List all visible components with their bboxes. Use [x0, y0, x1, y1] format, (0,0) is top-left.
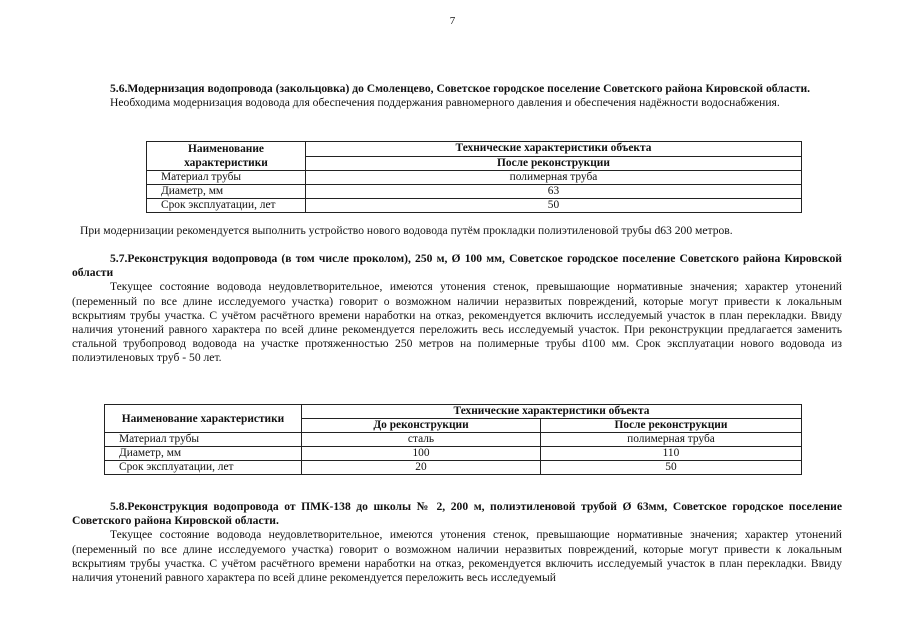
row-after-value: 50 [306, 199, 802, 213]
row-name: Диаметр, мм [147, 185, 306, 199]
row-name: Материал трубы [105, 433, 302, 447]
section-heading: 5.8.Реконструкция водопровода от ПМК-138 до школы № 2, 200 м, полиэтиленовой трубой Ø 63мм, Советское городское поселение Советского района Кировской области. [72, 500, 842, 528]
row-name: Материал трубы [147, 171, 306, 185]
table-row [147, 199, 802, 213]
section-5-6 [72, 82, 842, 110]
spec-table-5-7 [104, 404, 802, 475]
section-heading: 5.6.Модернизация водопровода (закольцовка) до Смоленцево, Советское городское поселение Советского района Кировской области. [110, 82, 811, 95]
before-header: До реконструкции [302, 419, 541, 433]
table-row [105, 461, 802, 475]
section-5-8 [72, 500, 842, 585]
section-note: При модернизации рекомендуется выполнить устройство нового водовода путём прокладки полиэтиленовой трубы d63 200 метров. [80, 224, 733, 237]
row-name: Срок эксплуатации, лет [105, 461, 302, 475]
group-header: Технические характеристики объекта [306, 142, 802, 157]
after-header: После реконструкции [306, 156, 802, 171]
table-row [147, 171, 802, 185]
row-name: Диаметр, мм [105, 447, 302, 461]
row-after-value: 50 [541, 461, 802, 475]
row-after-value: полимерная труба [306, 171, 802, 185]
row-name: Срок эксплуатации, лет [147, 199, 306, 213]
row-before-value: сталь [302, 433, 541, 447]
row-after-value: полимерная труба [541, 433, 802, 447]
section-paragraph: Текущее состояние водовода неудовлетворительное, имеются утонения стенок, превышающие нормативные значения; характер утонений (переменный по все длине исследуемого участка) говорит о возможном наличии неразвитых повреждений, которые могут привести к локальным вскрытиям трубы участка. С учётом расчётного времени наработки на отказ, рекомендуется включить исследуемый участок в план перекладки. Ввиду наличия утонений равного характера по всей длине рекомендуется переложить весь исследуемый участок. При реконструкции предлагается заменить стальной трубопровод водовода на участке протяженностью 250 метров на полимерные трубы d100 мм. Срок эксплуатации нового водовода из полиэтиленовых труб - 50 лет. [72, 280, 842, 365]
table-row [105, 433, 802, 447]
after-header: После реконструкции [541, 419, 802, 433]
col-name-header: Наименование характеристики [105, 405, 302, 433]
col-name-header: Наименование характеристики [147, 142, 306, 171]
table-row [147, 185, 802, 199]
spec-table-5-6 [146, 141, 802, 213]
row-before-value: 100 [302, 447, 541, 461]
group-header: Технические характеристики объекта [302, 405, 802, 419]
section-5-7 [72, 252, 842, 366]
table-row [105, 447, 802, 461]
section-paragraph: Необходима модернизация водовода для обеспечения поддержания равномерного давления и обеспечения надёжности водоснабжения. [110, 96, 780, 110]
page-number: 7 [449, 15, 456, 27]
section-paragraph: Текущее состояние водовода неудовлетворительное, имеются утонения стенок, превышающие нормативные значения; характер утонений (переменный по все длине исследуемого участка) говорит о возможном наличии неразвитых повреждений, которые могут привести к локальным вскрытиям трубы участка. С учётом расчётного времени наработки на отказ, рекомендуется включить исследуемый участок в план перекладки. Ввиду наличия утонений равного характера по всей длине рекомендуется переложить весь исследуемый [72, 528, 842, 585]
row-after-value: 63 [306, 185, 802, 199]
row-before-value: 20 [302, 461, 541, 475]
row-after-value: 110 [541, 447, 802, 461]
section-heading: 5.7.Реконструкция водопровода (в том числе проколом), 250 м, Ø 100 мм, Советское городское поселение Советского района Кировской области [72, 252, 842, 280]
